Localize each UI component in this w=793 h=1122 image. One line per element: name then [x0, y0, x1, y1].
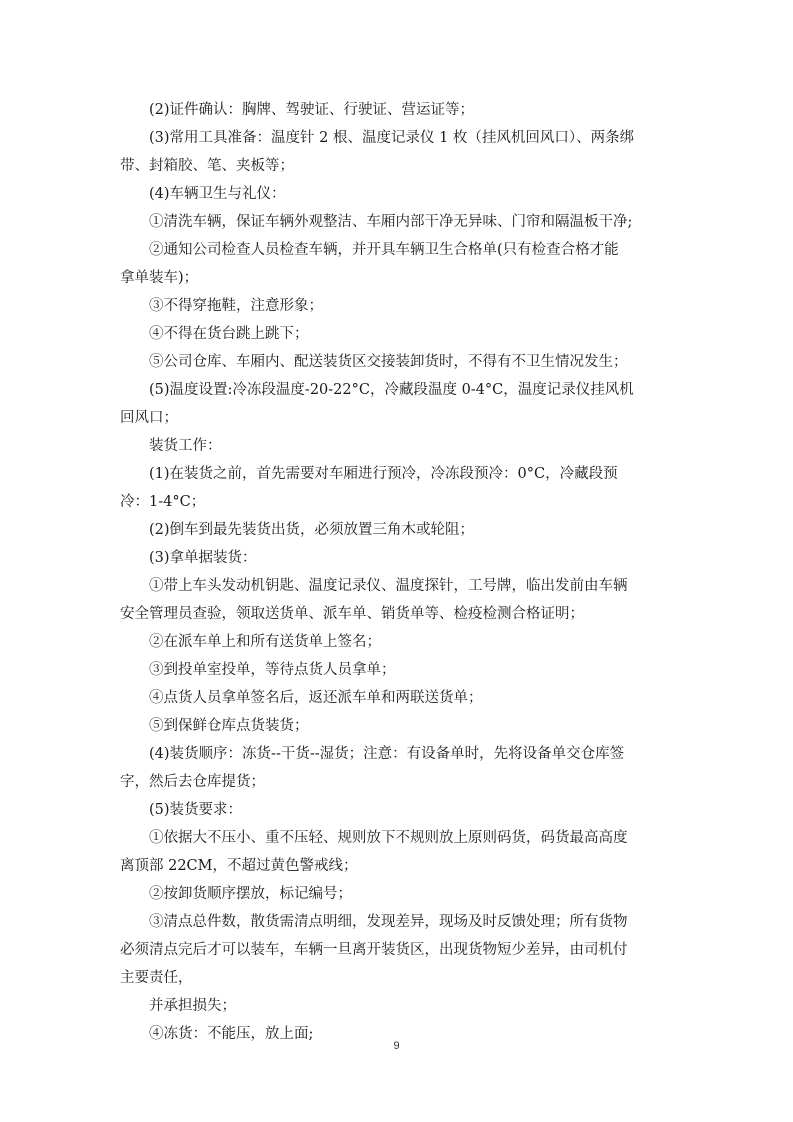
text-line: ⑤公司仓库、车厢内、配送装货区交接装卸货时，不得有不卫生情况发生； [149, 354, 628, 370]
text-line: ④点货人员拿单签名后，返还派车单和两联送货单； [149, 690, 483, 706]
text-line: 离顶部 22CM，不超过黄色警戒线； [120, 858, 358, 874]
text-line: ③不得穿拖鞋，注意形象； [149, 298, 323, 314]
text-line: ③清点总件数，散货需清点明细，发现差异，现场及时反馈处理；所有货物 [149, 914, 628, 930]
text-line: 并承担损失； [149, 998, 236, 1014]
text-line: 主要责任， [120, 970, 193, 986]
text-line: ③到投单室投单，等待点货人员拿单； [149, 662, 396, 678]
text-line: (3)常用工具准备：温度针 2 根、温度记录仪 1 枚（挂风机回风口）、两条绑 [149, 130, 635, 146]
text-line: (3)拿单据装货： [149, 550, 257, 566]
text-line: 回风口； [120, 410, 178, 426]
text-line: 安全管理员查验，领取送货单、派车单、销货单等、检疫检测合格证明； [120, 606, 584, 622]
text-line: (5)温度设置:冷冻段温度-20-22°C，冷藏段温度 0-4°C，温度记录仪挂风机 [149, 382, 634, 398]
text-line: 拿单装车)； [120, 270, 199, 286]
text-line: (4)装货顺序：冻货--干货--湿货；注意：有设备单时，先将设备单交仓库签 [149, 746, 625, 762]
text-line: ①依据大不压小、重不压轻、规则放下不规则放上原则码货，码货最高高度 [149, 830, 628, 846]
text-line: 冷：1-4°C； [120, 494, 206, 510]
text-line: ②在派车单上和所有送货单上签名； [149, 634, 381, 650]
text-line: 带、封箱胶、笔、夹板等； [120, 158, 294, 174]
text-line: ②通知公司检查人员检查车辆，并开具车辆卫生合格单(只有检查合格才能 [149, 242, 619, 258]
text-line: (4)车辆卫生与礼仪： [149, 186, 286, 202]
text-line: ④不得在货台跳上跳下； [149, 326, 309, 342]
text-line: (1)在装货之前，首先需要对车厢进行预冷，冷冻段预冷：0°C，冷藏段预 [149, 466, 618, 482]
text-line: ②按卸货顺序摆放，标记编号； [149, 886, 352, 902]
text-line: (2)倒车到最先装货出货，必须放置三角木或轮阻； [149, 522, 475, 538]
section-heading: 装货工作： [149, 438, 222, 454]
text-line: (2)证件确认：胸牌、驾驶证、行驶证、营运证等； [149, 102, 475, 118]
document-body [120, 96, 680, 1048]
text-line: ④冻货：不能压，放上面; [149, 1026, 314, 1042]
page-number: 9 [393, 1040, 400, 1052]
text-line: 字，然后去仓库提货； [120, 774, 265, 790]
text-line: ①带上车头发动机钥匙、温度记录仪、温度探针，工号牌，临出发前由车辆 [149, 578, 628, 594]
text-line: ①清洗车辆，保证车辆外观整洁、车厢内部干净无异味、门帘和隔温板干净; [149, 214, 633, 230]
text-line: 必须清点完后才可以装车，车辆一旦离开装货区，出现货物短少差异，由司机付 [120, 942, 628, 958]
text-line: ⑤到保鲜仓库点货装货； [149, 718, 309, 734]
text-line: (5)装货要求： [149, 802, 243, 818]
